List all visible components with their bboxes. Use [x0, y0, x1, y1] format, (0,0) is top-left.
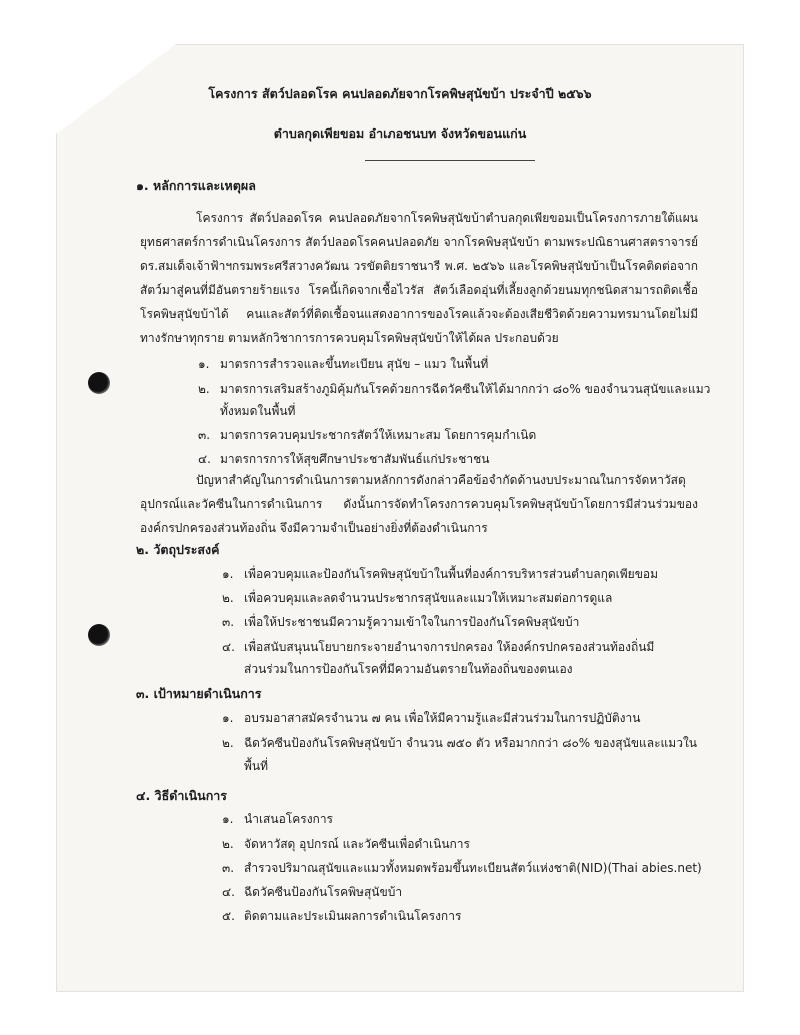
- list-item: ๓. เพื่อให้ประชาชนมีความรู้ความเข้าใจในการป้องกันโรคพิษสุนัขบ้า: [222, 615, 580, 629]
- section-heading: ๑. หลักการและเหตุผล: [136, 178, 256, 193]
- list-item: ๔. มาตรการการให้สุขศึกษาประชาสัมพันธ์แก่ประชาชน: [198, 452, 490, 466]
- list-item: ๒. ฉีดวัคซีนป้องกันโรคพิษสุนัขบ้า จำนวน ๗๕๐ ตัว หรือมากกว่า ๘๐% ของสุนัขและแมวใน: [222, 736, 697, 750]
- section-heading: ๓. เป้าหมายดำเนินการ: [136, 686, 262, 701]
- title-divider: [365, 160, 535, 161]
- list-item: ๓. สำรวจปริมาณสุนัขและแมวทั้งหมดพร้อมขึ้นทะเบียนสัตว์แห่งชาติ(NID)(Thai abies.net): [222, 861, 702, 875]
- list-item: ๓. มาตรการควบคุมประชากรสัตว์ให้เหมาะสม โดยการคุมกำเนิด: [198, 428, 537, 442]
- list-item: ๒. เพื่อควบคุมและลดจำนวนประชากรสุนัขและแมวให้เหมาะสมต่อการดูแล: [222, 591, 613, 605]
- list-item: ๔. ฉีดวัคซีนป้องกันโรคพิษสุนัขบ้า: [222, 885, 403, 899]
- section-heading: ๒. วัตถุประสงค์: [136, 542, 220, 557]
- list-item: ๑. มาตรการสำรวจและขึ้นทะเบียน สุนัข – แมว ในพื้นที่: [198, 357, 489, 371]
- list-item-continuation: พื้นที่: [244, 759, 269, 773]
- punch-hole-icon: [88, 624, 110, 646]
- punch-hole-icon: [88, 372, 110, 394]
- section-paragraph: โครงการ สัตว์ปลอดโรค คนปลอดภัยจากโรคพิษสุนัขบ้าตำบลกุดเพียขอมเป็นโครงการภายใต้แผนยุทธศาสตร์การดำเนินโครงการ สัตว์ปลอดโรคคนปลอดภัย จากโรคพิษสุนัขบ้า ตามพระปณิธานศาสตราจารย์ ดร.สมเด็จเจ้าฟ้าฯกรมพระศรีสวางควัฒน วรขัตติยราชนารี พ.ศ. ๒๕๖๖ และโรคพิษสุนัขบ้าเป็นโรคติดต่อจากสัตว์มาสู่คนที่มีอันตรายร้ายแรง โรคนี้เกิดจากเชื้อไวรัส สัตว์เลือดอุ่นที่เลี้ยงลูกด้วยนมทุกชนิดสามารถติดเชื้อโรคพิษสุนัขบ้าได้ คนและสัตว์ที่ติดเชื้อจนแสดงอาการของโรคแล้วจะต้องเสียชีวิตด้วยความทรมานโดยไม่มีทางรักษาทุกราย ตามหลักวิชาการการควบคุมโรคพิษสุนัขบ้าให้ได้ผล ประกอบด้วย: [140, 211, 698, 345]
- list-item: ๑. เพื่อควบคุมและป้องกันโรคพิษสุนัขบ้าในพื้นที่องค์การบริหารส่วนตำบลกุดเพียขอม: [222, 567, 659, 581]
- list-item: ๒. มาตรการเสริมสร้างภูมิคุ้มกันโรคด้วยการฉีดวัคซีนให้ได้มากกว่า ๘๐% ของจำนวนสุนัขและแมว: [198, 382, 711, 396]
- list-item: ๑. นำเสนอโครงการ: [222, 812, 334, 826]
- document-subtitle: ตำบลกุดเพียขอม อำเภอชนบท จังหวัดขอนแก่น: [273, 126, 527, 141]
- list-item: ๑. อบรมอาสาสมัครจำนวน ๗ คน เพื่อให้มีความรู้และมีส่วนร่วมในการปฏิบัติงาน: [222, 711, 641, 725]
- list-item: ๕. ติดตามและประเมินผลการดำเนินโครงการ: [222, 909, 462, 923]
- list-item-continuation: ส่วนร่วมในการป้องกันโรคที่มีความอันตรายในท้องถิ่นของตนเอง: [244, 662, 573, 676]
- section-heading: ๔. วิธีดำเนินการ: [136, 788, 228, 803]
- list-item: ๔. เพื่อสนับสนุนนโยบายกระจายอำนาจการปกครอง ให้องค์กรปกครองส่วนท้องถิ่นมี: [222, 640, 655, 654]
- section-paragraph: ปัญหาสำคัญในการดำเนินการตามหลักการดังกล่าวคือข้อจำกัดด้านงบประมาณในการจัดหาวัสดุอุปกรณ์และวัคซีนในการดำเนินการ ดังนั้นการจัดทำโครงการควบคุมโรคพิษสุนัขบ้าโดยการมีส่วนร่วมขององค์กรปกครองส่วนท้องถิ่น จึงมีความจำเป็นอย่างยิ่งที่ต้องดำเนินการ: [140, 473, 698, 535]
- list-item-continuation: ทั้งหมดในพื้นที่: [220, 404, 296, 418]
- document-title: โครงการ สัตว์ปลอดโรค คนปลอดภัยจากโรคพิษสุนัขบ้า ประจำปี ๒๕๖๖: [208, 86, 592, 101]
- list-item: ๒. จัดหาวัสดุ อุปกรณ์ และวัคซีนเพื่อดำเนินการ: [222, 837, 470, 851]
